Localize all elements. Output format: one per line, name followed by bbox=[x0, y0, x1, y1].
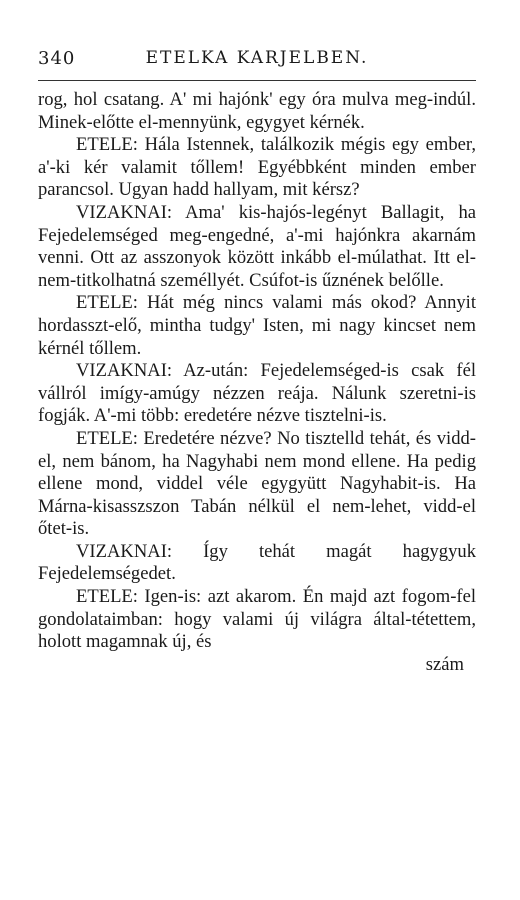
book-page bbox=[38, 40, 476, 676]
paragraph: ETELE: Igen-is: azt akarom. Én majd azt fogom-fel gondolataimban: hogy valami új világra által-tétettem, holott magamnak új, és bbox=[38, 586, 476, 653]
paragraph: VIZAKNAI: Így tehát magát hagygyuk Fejedelemségedet. bbox=[38, 540, 476, 585]
paragraph: ETELE: Hát még nincs valami más okod? Annyit hordasszt-elő, mintha tudgy' Isten, mi nagy kincset nem kérnél tőllem. bbox=[38, 292, 476, 359]
body-text bbox=[38, 89, 476, 654]
running-head: ETELKA KARJELBEN. bbox=[145, 48, 369, 68]
page-number: 340 bbox=[38, 48, 76, 69]
catchword: szám bbox=[425, 653, 464, 675]
paragraph: ETELE: Eredetére nézve? No tisztelld tehát, és vidd-el, nem bánom, ha Nagyhabi nem mond ellene. Ha pedig ellene mond, viddel véle egygyütt Nagyhabit-is. Ha Márna-kisasszszon Tabán nélkül el nem-lehet, vidd-el őtet-is. bbox=[38, 427, 476, 540]
paragraph: ETELE: Hála Istennek, találkozik mégis egy ember, a'-ki kér valamit tőllem! Egyébbként minden ember parancsol. Ugyan hadd hallyam, mit kérsz? bbox=[38, 134, 476, 201]
page-header bbox=[38, 40, 476, 81]
paragraph: rog, hol csatang. A' mi hajónk' egy óra mulva meg-indúl. Minek-előtte el-mennyünk, egygyet kérnék. bbox=[38, 89, 476, 133]
paragraph: VIZAKNAI: Az-után: Fejedelemséged-is csak fél vállról imígy-amúgy nézzen reája. Nálunk szeretni-is fogják. A'-mi több: eredetére nézve tisztelni-is. bbox=[38, 360, 476, 427]
paragraph: VIZAKNAI: Ama' kis-hajós-legényt Ballagit, ha Fejedelemséged meg-engedné, a'-mi hajónkra akarnám venni. Ott az asszonyok között inkább el-múlathat. Itt el-nem-titkolhatná személlyét. Csúfot-is űznének belőlle. bbox=[38, 201, 476, 291]
